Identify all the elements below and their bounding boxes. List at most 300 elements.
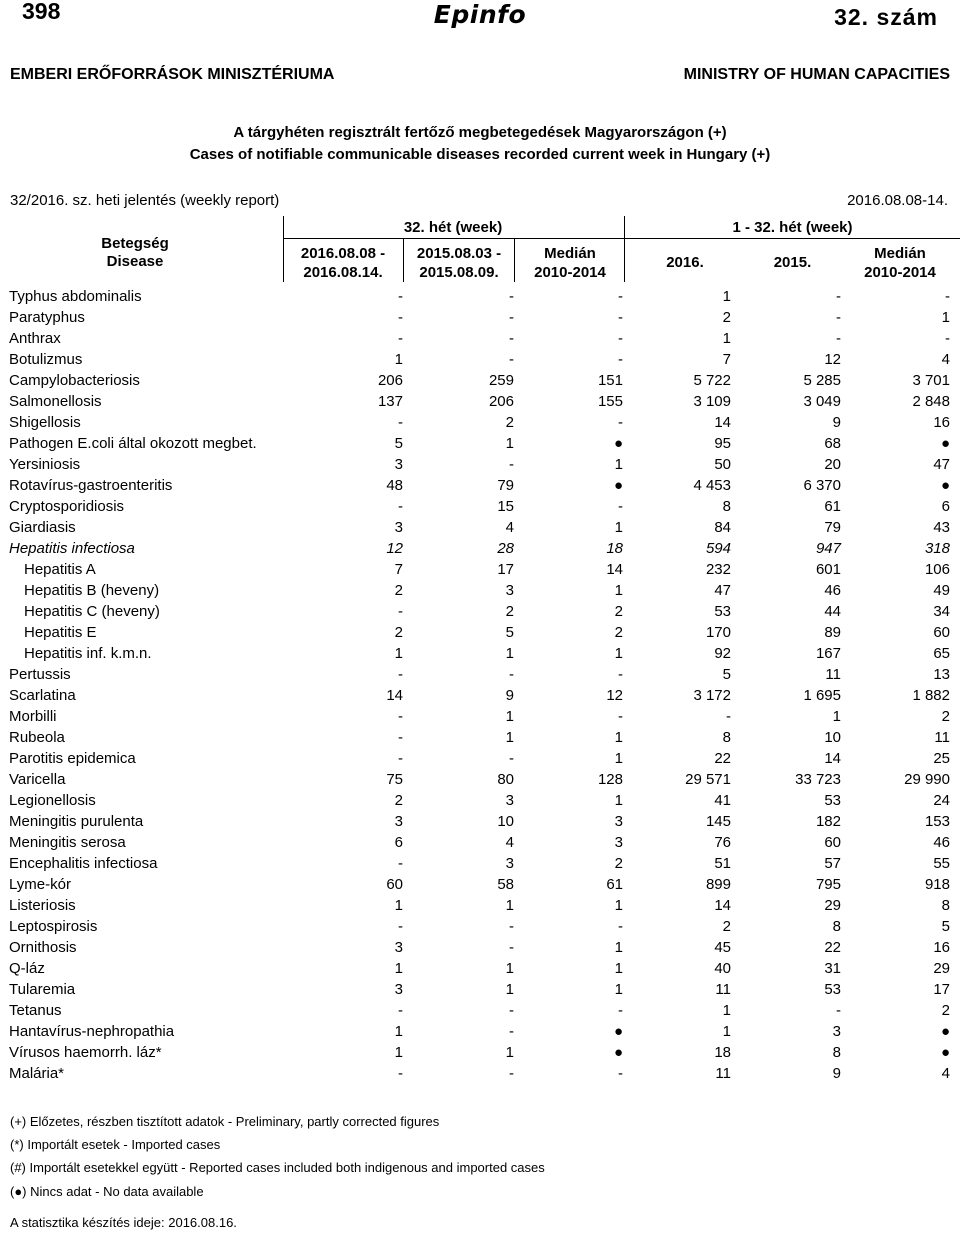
table-row <box>0 748 960 769</box>
cell-value: 5 285 <box>803 372 841 389</box>
cell-value: - <box>398 1002 403 1019</box>
cell-value: 48 <box>386 477 403 494</box>
disease-name: Malária* <box>9 1065 65 1082</box>
col-2016-cumulative: 2016. <box>666 254 704 271</box>
cell-value: 1 <box>832 708 841 725</box>
disease-name: Lyme-kór <box>9 876 71 893</box>
brand-logo: Epinfo <box>433 0 527 29</box>
cell-value: 14 <box>824 750 841 767</box>
cell-value: - <box>509 330 514 347</box>
cell-value: 33 723 <box>795 771 841 788</box>
cell-value: 16 <box>933 414 950 431</box>
cell-value: 151 <box>597 372 623 389</box>
cell-value: 947 <box>815 540 841 557</box>
cell-value: - <box>398 729 403 746</box>
cell-value: 145 <box>705 813 731 830</box>
cell-value: 1 <box>722 1023 731 1040</box>
cell-value: 5 <box>505 624 514 641</box>
cell-value: 1 <box>505 708 514 725</box>
cell-value: 9 <box>832 1065 841 1082</box>
cell-value: 12 <box>386 540 403 557</box>
cell-value: 3 <box>394 813 403 830</box>
cell-value: - <box>509 1023 514 1040</box>
cell-value: 80 <box>497 771 514 788</box>
cell-value: 206 <box>377 372 403 389</box>
cell-value: 1 <box>614 981 623 998</box>
cell-value: 918 <box>924 876 950 893</box>
table-row <box>0 538 960 559</box>
cell-value: 155 <box>597 393 623 410</box>
cell-value: 49 <box>933 582 950 599</box>
disease-name: Salmonellosis <box>9 393 102 410</box>
cell-value: 17 <box>933 981 950 998</box>
cell-value: 153 <box>924 813 950 830</box>
cell-value: 232 <box>705 561 731 578</box>
cell-value: - <box>618 1065 623 1082</box>
cell-value: - <box>618 309 623 326</box>
cell-value: 6 <box>941 498 950 515</box>
cell-value: 75 <box>386 771 403 788</box>
cell-value: 318 <box>924 540 950 557</box>
table-row <box>0 559 960 580</box>
disease-name: Parotitis epidemica <box>9 750 136 767</box>
cell-value: 34 <box>933 603 950 620</box>
cell-value: 1 <box>614 750 623 767</box>
col-median-cumulative-label: Medián <box>874 245 926 262</box>
cell-value: 3 <box>394 456 403 473</box>
cell-value: - <box>509 939 514 956</box>
cell-value: - <box>618 1002 623 1019</box>
cell-value: 1 <box>614 960 623 977</box>
disease-name: Paratyphus <box>9 309 85 326</box>
cell-value: 95 <box>714 435 731 452</box>
cell-value: - <box>836 330 841 347</box>
cell-value: 4 <box>941 1065 950 1082</box>
disease-name: Hepatitis C (heveny) <box>24 603 160 620</box>
cell-value: 10 <box>497 813 514 830</box>
page-number: 398 <box>22 0 61 24</box>
disease-name: Hantavírus-nephropathia <box>9 1023 175 1040</box>
cell-value: 1 <box>505 960 514 977</box>
cell-value: 45 <box>714 939 731 956</box>
table-row <box>0 307 960 328</box>
cell-value: 58 <box>497 876 514 893</box>
disease-name: Typhus abdominalis <box>9 288 142 305</box>
cell-value: 1 <box>722 330 731 347</box>
report-date: 2016.08.08-14. <box>847 192 948 209</box>
cell-value: 31 <box>824 960 841 977</box>
cell-value: 3 109 <box>693 393 731 410</box>
cell-value: 29 571 <box>685 771 731 788</box>
cell-value: 182 <box>815 813 841 830</box>
cell-value: 53 <box>714 603 731 620</box>
cell-value: - <box>509 1002 514 1019</box>
disease-name: Pathogen E.coli által okozott megbet. <box>9 435 257 452</box>
cell-value: 4 <box>941 351 950 368</box>
cell-value: 55 <box>933 855 950 872</box>
cell-value: 1 <box>505 897 514 914</box>
footnote-no-data: (●) Nincs adat - No data available <box>10 1184 204 1199</box>
cell-value: 2 <box>614 855 623 872</box>
cell-value: - <box>509 456 514 473</box>
table-row <box>0 811 960 832</box>
cell-value: - <box>398 288 403 305</box>
cell-value: 1 <box>394 1044 403 1061</box>
cell-value: 14 <box>386 687 403 704</box>
table-row <box>0 601 960 622</box>
cell-value: 47 <box>714 582 731 599</box>
table-row <box>0 727 960 748</box>
cell-value: - <box>398 855 403 872</box>
col-median-week-label: Medián <box>544 245 596 262</box>
disease-name: Yersiniosis <box>9 456 81 473</box>
cell-value: 4 453 <box>693 477 731 494</box>
cell-value: ● <box>940 1023 950 1040</box>
cell-value: 601 <box>815 561 841 578</box>
cell-value: 1 <box>394 1023 403 1040</box>
cell-value: 1 <box>614 939 623 956</box>
cell-value: 1 <box>394 351 403 368</box>
cell-value: 57 <box>824 855 841 872</box>
cell-value: 12 <box>824 351 841 368</box>
cell-value: ● <box>613 1044 623 1061</box>
cell-value: - <box>509 750 514 767</box>
cell-value: 13 <box>933 666 950 683</box>
table-row <box>0 874 960 895</box>
cell-value: 46 <box>933 834 950 851</box>
disease-name: Listeriosis <box>9 897 76 914</box>
disease-name: Hepatitis E <box>24 624 97 641</box>
disease-name: Botulizmus <box>9 351 83 368</box>
disease-name: Hepatitis inf. k.m.n. <box>24 645 152 662</box>
cell-value: - <box>398 330 403 347</box>
footnote-both: (#) Importált esetekkel együtt - Reported cases included both indigenous and imported cases <box>10 1160 545 1175</box>
cell-value: 5 722 <box>693 372 731 389</box>
cell-value: 1 <box>614 729 623 746</box>
footnote-imported: (*) Importált esetek - Imported cases <box>10 1137 221 1152</box>
cell-value: 1 <box>614 792 623 809</box>
col-2015-week-line2: 2015.08.09. <box>419 264 499 281</box>
cell-value: 11 <box>715 981 731 998</box>
cell-value: - <box>618 288 623 305</box>
cell-value: ● <box>613 1023 623 1040</box>
col-2015-cumulative: 2015. <box>773 254 812 271</box>
disease-name: Anthrax <box>9 330 61 347</box>
cell-value: 47 <box>933 456 950 473</box>
cell-value: 206 <box>488 393 514 410</box>
cell-value: 18 <box>606 540 623 557</box>
cell-value: - <box>398 414 403 431</box>
disease-name: Meningitis purulenta <box>9 813 144 830</box>
cell-value: 1 <box>614 519 623 536</box>
cell-value: 10 <box>824 729 841 746</box>
cell-value: 2 <box>394 792 403 809</box>
cell-value: 46 <box>824 582 841 599</box>
header-divider <box>283 238 960 239</box>
cell-value: 106 <box>924 561 950 578</box>
table-row <box>0 1063 960 1084</box>
cell-value: 3 172 <box>693 687 731 704</box>
cell-value: 1 <box>722 288 731 305</box>
cell-value: 899 <box>705 876 731 893</box>
cell-value: 259 <box>488 372 514 389</box>
table-row <box>0 706 960 727</box>
ministry-name-hu: EMBERI ERŐFORRÁSOK MINISZTÉRIUMA <box>10 66 335 83</box>
cell-value: 2 <box>505 414 514 431</box>
cell-value: - <box>618 330 623 347</box>
col-2016-week-line1: 2016.08.08 - <box>300 245 386 262</box>
table-row <box>0 832 960 853</box>
cell-value: - <box>398 708 403 725</box>
cell-value: 60 <box>386 876 403 893</box>
col-median-week-range: 2010-2014 <box>534 264 606 281</box>
cell-value: 9 <box>832 414 841 431</box>
cell-value: 2 <box>941 1002 950 1019</box>
cell-value: 1 <box>614 645 623 662</box>
cell-value: 3 <box>614 834 623 851</box>
cell-value: 2 <box>941 708 950 725</box>
cell-value: 25 <box>933 750 950 767</box>
cell-value: 11 <box>715 1065 731 1082</box>
cell-value: - <box>398 918 403 935</box>
cell-value: 29 <box>824 897 841 914</box>
disease-name: Encephalitis infectiosa <box>9 855 158 872</box>
cell-value: 3 <box>614 813 623 830</box>
cell-value: 3 <box>394 939 403 956</box>
disease-name: Tetanus <box>9 1002 62 1019</box>
cell-value: 79 <box>824 519 841 536</box>
cell-value: 4 <box>505 519 514 536</box>
disease-name: Cryptosporidiosis <box>9 498 125 515</box>
cell-value: - <box>398 750 403 767</box>
cell-value: - <box>398 498 403 515</box>
table-row <box>0 1021 960 1042</box>
table-row <box>0 979 960 1000</box>
cell-value: 18 <box>714 1044 731 1061</box>
cell-value: 7 <box>722 351 731 368</box>
cell-value: 28 <box>497 540 514 557</box>
cell-value: 43 <box>933 519 950 536</box>
cell-value: 3 <box>394 519 403 536</box>
cell-value: 3 701 <box>912 372 950 389</box>
table-row <box>0 370 960 391</box>
cell-value: ● <box>613 435 623 452</box>
cell-value: 5 <box>941 918 950 935</box>
cell-value: 1 <box>722 1002 731 1019</box>
table-row <box>0 895 960 916</box>
disease-name: Giardiasis <box>9 519 76 536</box>
cell-value: 4 <box>505 834 514 851</box>
cell-value: 6 <box>394 834 403 851</box>
group-cumulative-header: 1 - 32. hét (week) <box>732 219 853 236</box>
col-2015-week-line1: 2015.08.03 - <box>416 245 502 262</box>
cell-value: - <box>726 708 731 725</box>
cell-value: 2 <box>394 624 403 641</box>
cell-value: 22 <box>824 939 841 956</box>
cell-value: ● <box>940 1044 950 1061</box>
disease-header-en: Disease <box>106 253 164 270</box>
cell-value: 1 <box>505 729 514 746</box>
disease-name: Legionellosis <box>9 792 96 809</box>
header-group-separator <box>624 216 625 282</box>
table-row <box>0 916 960 937</box>
disease-name: Scarlatina <box>9 687 76 704</box>
table-row <box>0 958 960 979</box>
cell-value: 22 <box>714 750 731 767</box>
ministry-name-en: MINISTRY OF HUMAN CAPACITIES <box>683 66 950 83</box>
cell-value: 3 <box>394 981 403 998</box>
disease-name: Hepatitis B (heveny) <box>24 582 160 599</box>
cell-value: 29 990 <box>904 771 950 788</box>
table-row <box>0 937 960 958</box>
cell-value: 3 <box>505 792 514 809</box>
cell-value: 89 <box>824 624 841 641</box>
cell-value: 3 <box>832 1023 841 1040</box>
group-week-header: 32. hét (week) <box>403 219 503 236</box>
disease-name: Campylobacteriosis <box>9 372 140 389</box>
disease-name: Shigellosis <box>9 414 81 431</box>
cell-value: - <box>618 708 623 725</box>
table-row <box>0 622 960 643</box>
cell-value: 128 <box>597 771 623 788</box>
disease-name: Leptospirosis <box>9 918 98 935</box>
cell-value: 50 <box>714 456 731 473</box>
disease-name: Hepatitis infectiosa <box>9 540 135 557</box>
table-row <box>0 349 960 370</box>
disease-name: Varicella <box>9 771 66 788</box>
cell-value: - <box>618 498 623 515</box>
table-row <box>0 454 960 475</box>
cell-value: - <box>398 603 403 620</box>
disease-name: Pertussis <box>9 666 71 683</box>
disease-name: Meningitis serosa <box>9 834 126 851</box>
header-left-border <box>283 216 284 282</box>
cell-value: 61 <box>606 876 623 893</box>
cell-value: 1 <box>505 435 514 452</box>
cell-value: 2 <box>614 603 623 620</box>
table-row <box>0 1042 960 1063</box>
cell-value: 1 <box>505 645 514 662</box>
cell-value: 1 <box>614 582 623 599</box>
cell-value: 76 <box>714 834 731 851</box>
header-col-separator <box>403 239 404 282</box>
disease-name: Q-láz <box>9 960 45 977</box>
cell-value: 1 <box>614 897 623 914</box>
disease-name: Tularemia <box>9 981 76 998</box>
cell-value: - <box>618 351 623 368</box>
table-row <box>0 433 960 454</box>
cell-value: - <box>509 918 514 935</box>
cell-value: 3 <box>505 855 514 872</box>
table-row <box>0 790 960 811</box>
cell-value: 68 <box>824 435 841 452</box>
cell-value: 1 <box>505 981 514 998</box>
cell-value: 53 <box>824 981 841 998</box>
table-row <box>0 1000 960 1021</box>
cell-value: 2 <box>614 624 623 641</box>
cell-value: 1 <box>941 309 950 326</box>
cell-value: 2 <box>505 603 514 620</box>
cell-value: 40 <box>714 960 731 977</box>
cell-value: - <box>618 918 623 935</box>
cell-value: 5 <box>722 666 731 683</box>
cell-value: 15 <box>497 498 514 515</box>
cell-value: 1 695 <box>803 687 841 704</box>
cell-value: 51 <box>714 855 731 872</box>
cell-value: 65 <box>933 645 950 662</box>
cell-value: - <box>509 351 514 368</box>
table-title-en: Cases of notifiable communicable diseases recorded current week in Hungary (+) <box>189 146 771 163</box>
cell-value: 44 <box>824 603 841 620</box>
disease-name: Morbilli <box>9 708 57 725</box>
table-row <box>0 391 960 412</box>
cell-value: - <box>398 1065 403 1082</box>
cell-value: 1 <box>505 1044 514 1061</box>
disease-name: Rotavírus-gastroenteritis <box>9 477 173 494</box>
table-row <box>0 769 960 790</box>
cell-value: 2 <box>394 582 403 599</box>
col-2016-week-line2: 2016.08.14. <box>303 264 383 281</box>
cell-value: 1 882 <box>912 687 950 704</box>
cell-value: 594 <box>705 540 731 557</box>
cell-value: 14 <box>714 414 731 431</box>
cell-value: - <box>509 1065 514 1082</box>
cell-value: 14 <box>606 561 623 578</box>
col-median-cumulative-range: 2010-2014 <box>864 264 936 281</box>
cell-value: 20 <box>824 456 841 473</box>
cell-value: ● <box>940 435 950 452</box>
cell-value: - <box>509 666 514 683</box>
table-row <box>0 412 960 433</box>
table-title-hu: A tárgyhéten regisztrált fertőző megbetegedések Magyarországon (+) <box>233 124 727 141</box>
cell-value: 170 <box>705 624 731 641</box>
cell-value: 11 <box>934 729 950 746</box>
cell-value: 5 <box>394 435 403 452</box>
cell-value: - <box>398 309 403 326</box>
cell-value: 84 <box>714 519 731 536</box>
cell-value: 1 <box>614 456 623 473</box>
cell-value: 2 <box>722 918 731 935</box>
cell-value: 2 <box>722 309 731 326</box>
cell-value: - <box>618 414 623 431</box>
disease-name: Hepatitis A <box>24 561 96 578</box>
cell-value: 92 <box>714 645 731 662</box>
cell-value: 3 <box>505 582 514 599</box>
disease-header-hu: Betegség <box>101 235 169 252</box>
cell-value: 795 <box>815 876 841 893</box>
cell-value: 2 848 <box>912 393 950 410</box>
cell-value: 1 <box>394 645 403 662</box>
cell-value: 16 <box>933 939 950 956</box>
cell-value: 9 <box>505 687 514 704</box>
cell-value: 61 <box>824 498 841 515</box>
table-row <box>0 496 960 517</box>
table-row <box>0 328 960 349</box>
table-row <box>0 643 960 664</box>
issue-number: 32. szám <box>834 4 938 30</box>
cell-value: - <box>945 288 950 305</box>
table-row <box>0 517 960 538</box>
cell-value: 41 <box>714 792 731 809</box>
cell-value: - <box>836 288 841 305</box>
cell-value: 11 <box>825 666 841 683</box>
cell-value: 6 370 <box>803 477 841 494</box>
cell-value: 8 <box>941 897 950 914</box>
cell-value: - <box>509 288 514 305</box>
cell-value: 137 <box>377 393 403 410</box>
cell-value: 1 <box>394 960 403 977</box>
cell-value: - <box>836 1002 841 1019</box>
